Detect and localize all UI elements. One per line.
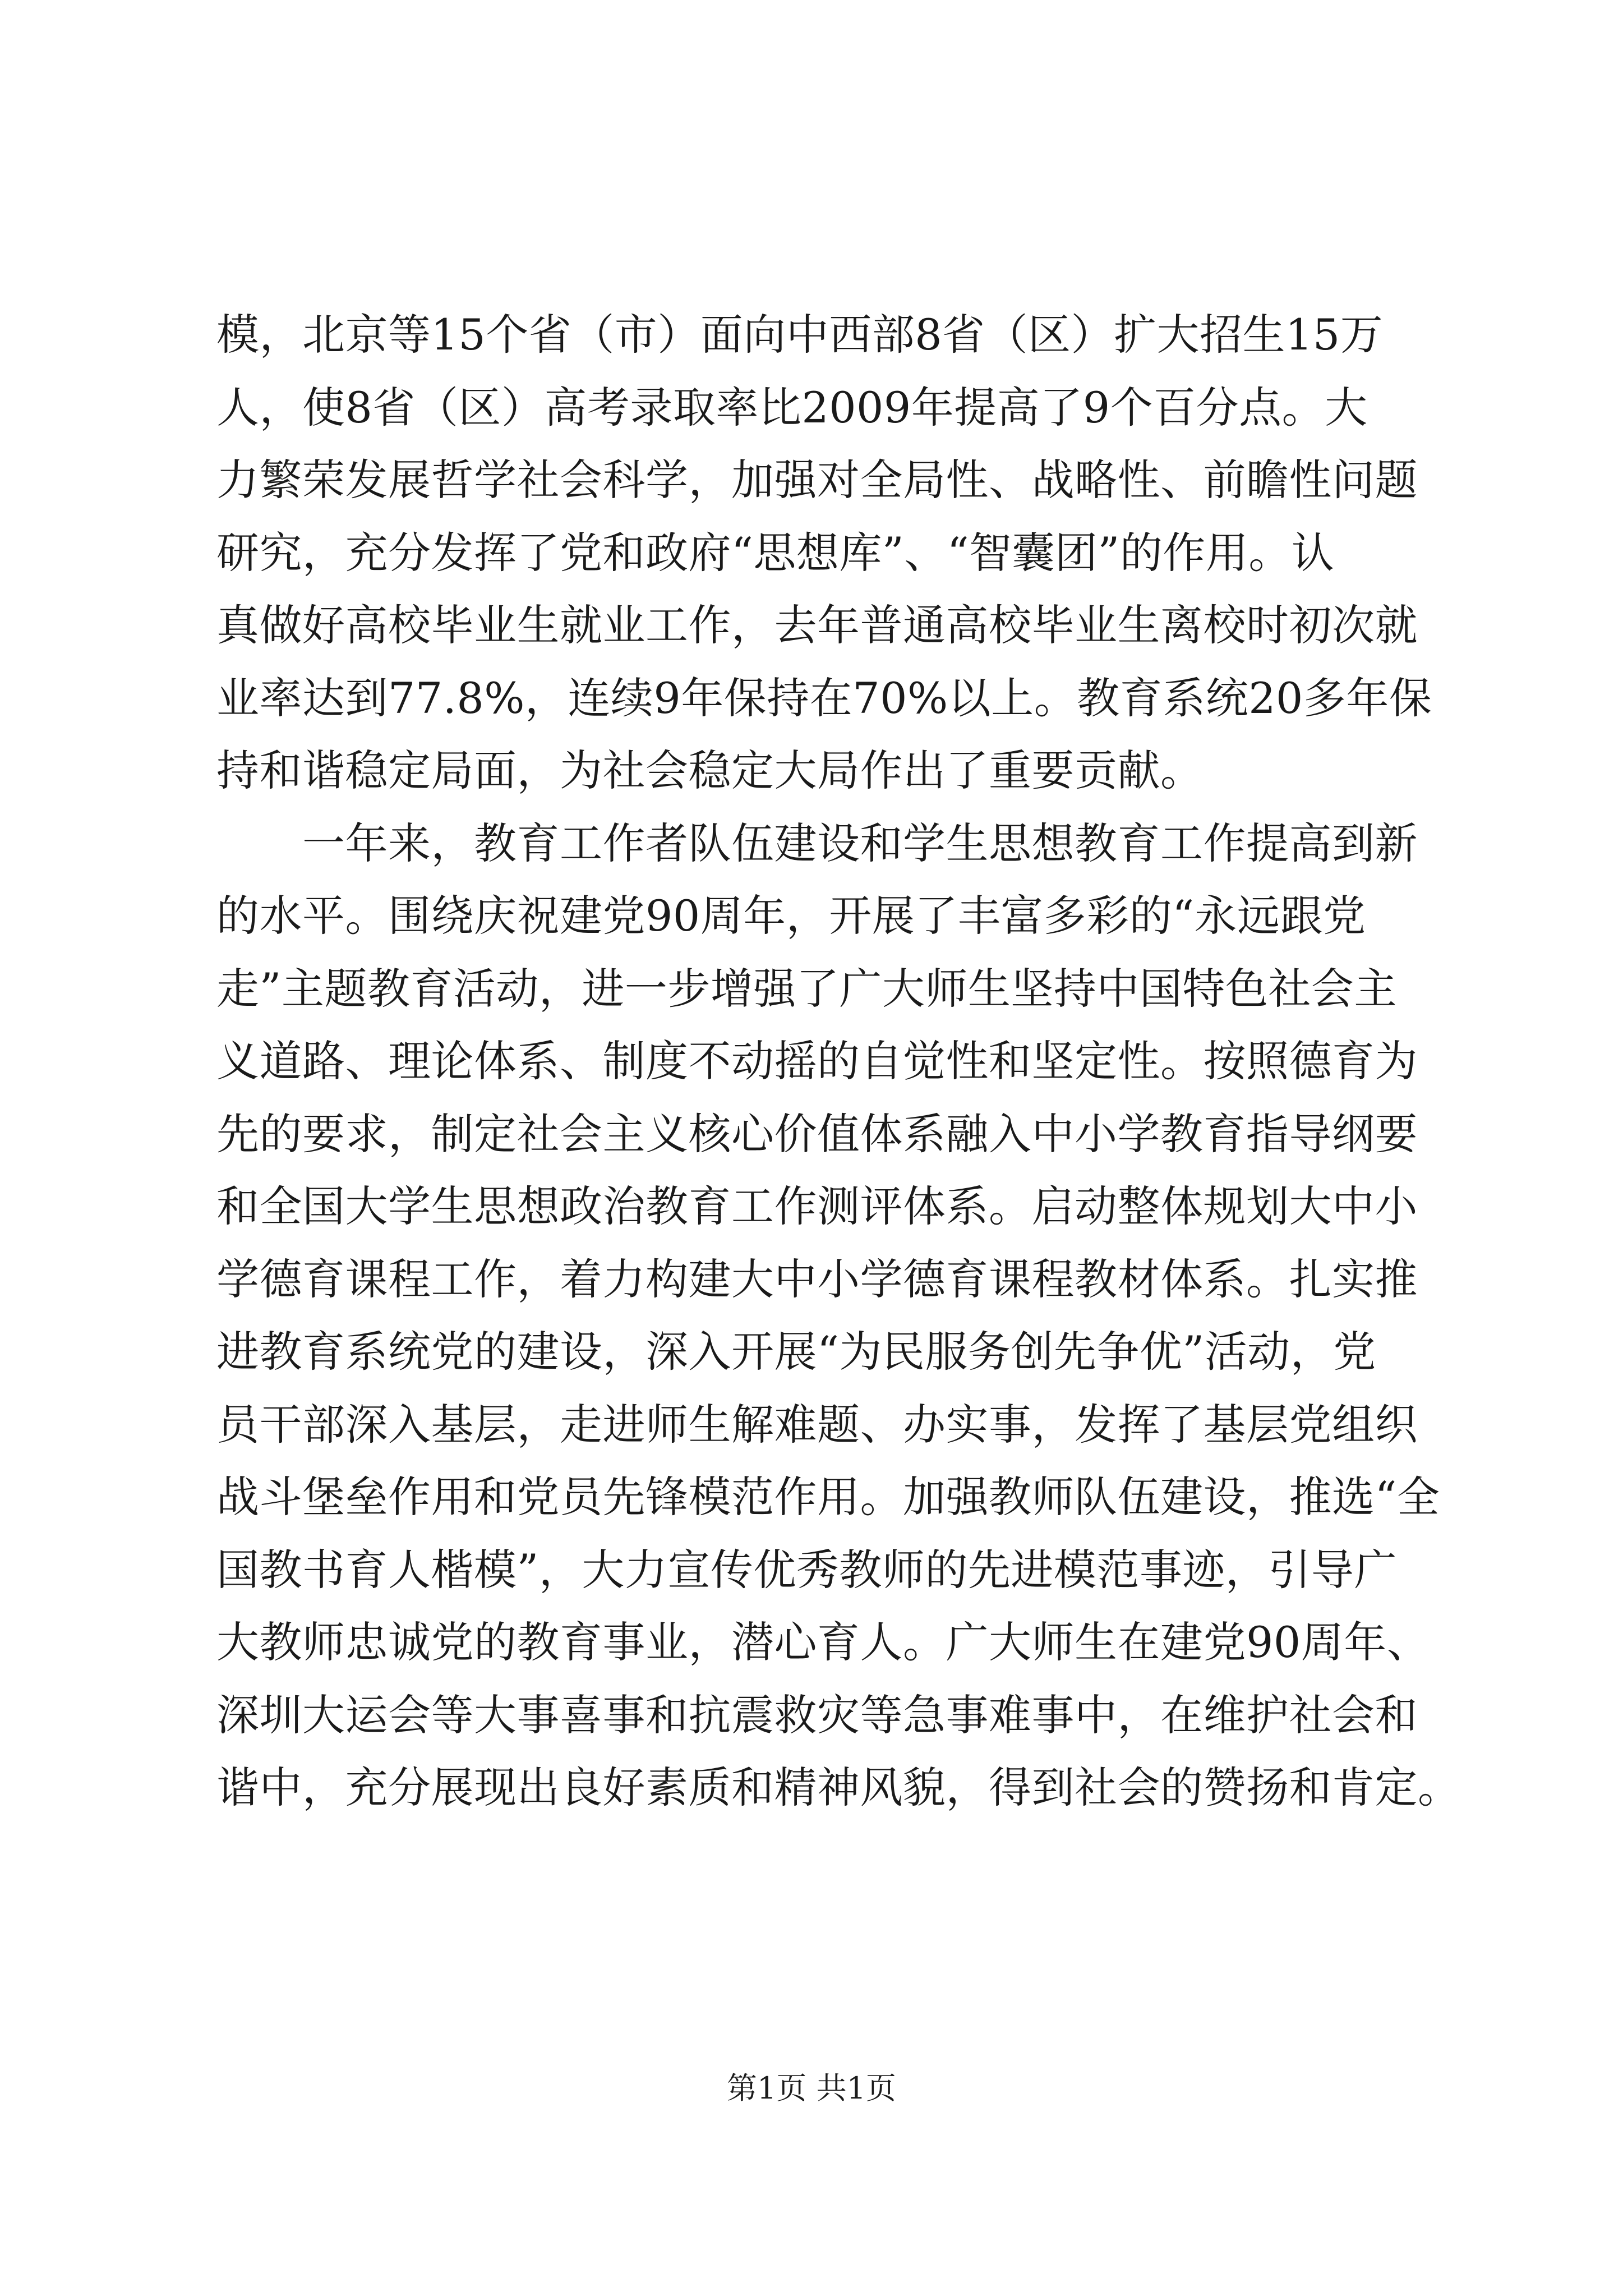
text-line: 义道路、理论体系、制度不动摇的自觉性和坚定性。按照德育为 [216,1036,1418,1086]
text-line: 员干部深入基层，走进师生解难题、办实事，发挥了基层党组织 [216,1399,1418,1450]
text-line: 研究，充分发挥了党和政府“思想库”、“智囊团”的作用。认 [216,527,1335,578]
text-line: 学德育课程工作，着力构建大中小学德育课程教材体系。扎实推 [216,1254,1418,1304]
page-number-footer: 第1页 共1页 [727,2070,896,2106]
text-line: 模，北京等15个省（市）面向中西部8省（区）扩大招生15万 [216,310,1384,360]
text-line: 真做好高校毕业生就业工作，去年普通高校毕业生离校时初次就 [216,600,1418,650]
text-line: 战斗堡垒作用和党员先锋模范作用。加强教师队伍建设，推选“全 [216,1472,1440,1522]
text-line: 谐中，充分展现出良好素质和精神风貌，得到社会的赞扬和肯定。 [216,1763,1461,1812]
text-line: 力繁荣发展哲学社会科学，加强对全局性、战略性、前瞻性问题 [216,455,1418,505]
text-line: 深圳大运会等大事喜事和抗震救灾等急事难事中，在维护社会和 [216,1690,1418,1740]
text-line: 国教书育人楷模”，大力宣传优秀教师的先进模范事迹，引导广 [216,1544,1397,1595]
text-line: 先的要求，制定社会主义核心价值体系融入中小学教育指导纲要 [216,1108,1418,1159]
text-line: 进教育系统党的建设，深入开展“为民服务创先争优”活动，党 [216,1327,1376,1377]
text-line: 大教师忠诚党的教育事业，潜心育人。广大师生在建党90周年、 [216,1617,1430,1667]
text-line: 一年来，教育工作者队伍建设和学生思想教育工作提高到新 [216,818,1418,868]
text-line: 的水平。围绕庆祝建党90周年，开展了丰富多彩的“永远跟党 [216,891,1366,941]
text-line: 人，使8省（区）高考录取率比2009年提高了9个百分点。大 [216,382,1368,432]
text-line: 走”主题教育活动，进一步增强了广大师生坚持中国特色社会主 [216,963,1397,1014]
body-text [216,298,1461,1824]
text-line: 和全国大学生思想政治教育工作测评体系。启动整体规划大中小 [216,1181,1418,1231]
text-line: 持和谐稳定局面，为社会稳定大局作出了重要贡献。 [216,746,1204,795]
text-line: 业率达到77.8%，连续9年保持在70%以上。教育系统20多年保 [216,673,1432,723]
